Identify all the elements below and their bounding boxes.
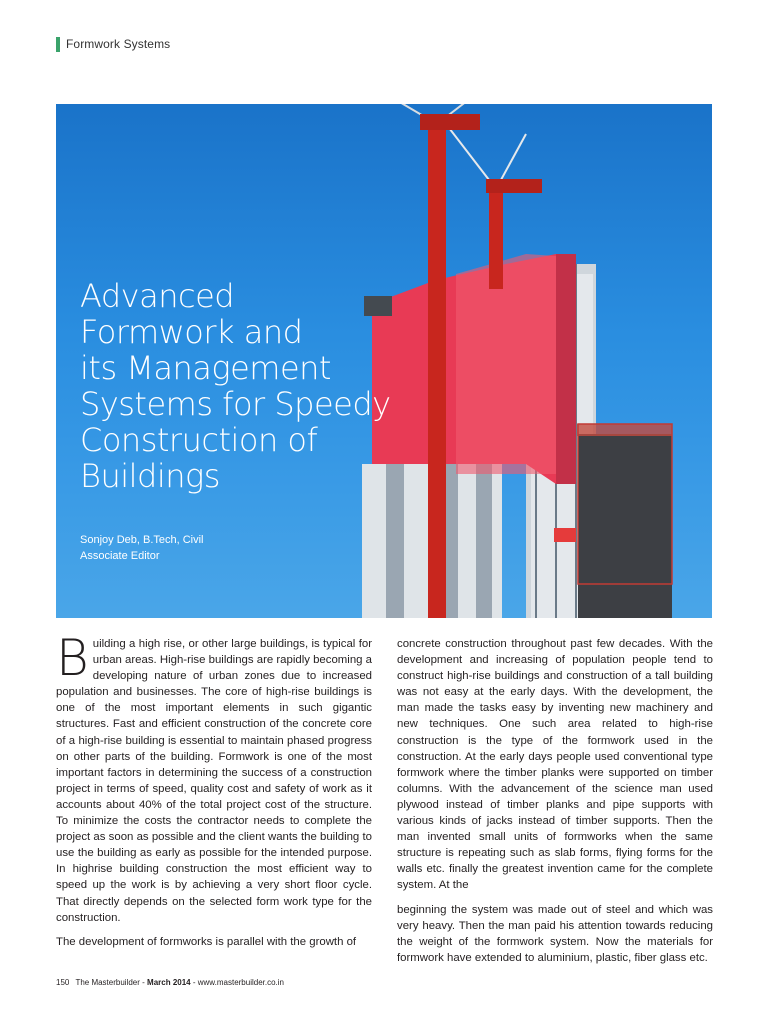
paragraph: beginning the system was made out of steel and which was very heavy. Then the man paid his attention towards reducing the weight of the formwork system. Now the materials for formwork have extended to aluminium, plastic, fiber glass etc. [397, 903, 713, 964]
title-line: Advanced [80, 277, 235, 315]
article-column-right [397, 636, 713, 974]
title-line: Systems for Speedy [80, 385, 391, 423]
issue-date: March 2014 [147, 978, 191, 987]
author-byline [80, 532, 204, 564]
article-column-left [56, 629, 372, 958]
paragraph [56, 629, 372, 926]
author-role: Associate Editor [80, 550, 160, 562]
page-footer [56, 978, 284, 987]
title-line: Buildings [80, 457, 220, 495]
magazine-name: The Masterbuilder - [75, 978, 145, 987]
title-line: Construction of [80, 421, 318, 459]
title-line: Formwork and [80, 313, 303, 351]
paragraph: The development of formworks is parallel with the growth of [56, 935, 357, 948]
paragraph-text: uilding a high rise, or other large buildings, is typical for urban areas. High-rise buildings are rapidly becoming a developing nature of urban zones due to increased population and businesses. The core of high-rise buildings is one of the most important elements in such gigantic structures. Fast and efficient construction of the concrete core of a high-rise building is essential to maintain phased progress on other parts of the building. Formwork is one of the most important factors in determining the success of a construction project in terms of speed, quality cost and safety of work as it accounts about 40% of the total project cost of the structure. To minimize the costs the contractor needs to complete the project as soon as possible and the client wants the building to use the building as early as possible for the intended purpose. In highrise building construction the most efficient way to speed up the work is by achieving a very short floor cycle. That directly depends on the selected form work type for the construction. [56, 638, 372, 924]
title-line: its Management [80, 349, 331, 387]
hero-image [56, 104, 712, 618]
section-header [56, 36, 170, 52]
paragraph: concrete construction throughout past few decades. With the development and increasing of population people tend to construct high-rise buildings and construction of a tall building was not easy at the early days. With the development, the man made the tasks easy by inventing new machinery and new techniques. One such area related to high-rise construction is the type of the formwork used in the construction. At the early days people used conventional type formwork where the timber planks were supported on timber columns. With the advancement of the science man used plywood instead of timber planks and pipe supports with various kinds of jacks instead of timber supports. Then the man invented small units of formworks when the same structure is repeating such as slab forms, flying forms for the walls etc. finally the greatest invention came for the complete system. At the [397, 638, 713, 892]
drop-cap: B [56, 629, 89, 687]
page-number: 150 [56, 978, 70, 987]
article-title [80, 278, 410, 494]
author-name: Sonjoy Deb, B.Tech, Civil [80, 534, 204, 546]
website: - www.masterbuilder.co.in [192, 978, 285, 987]
section-accent-bar [56, 37, 60, 52]
section-label: Formwork Systems [66, 37, 171, 51]
